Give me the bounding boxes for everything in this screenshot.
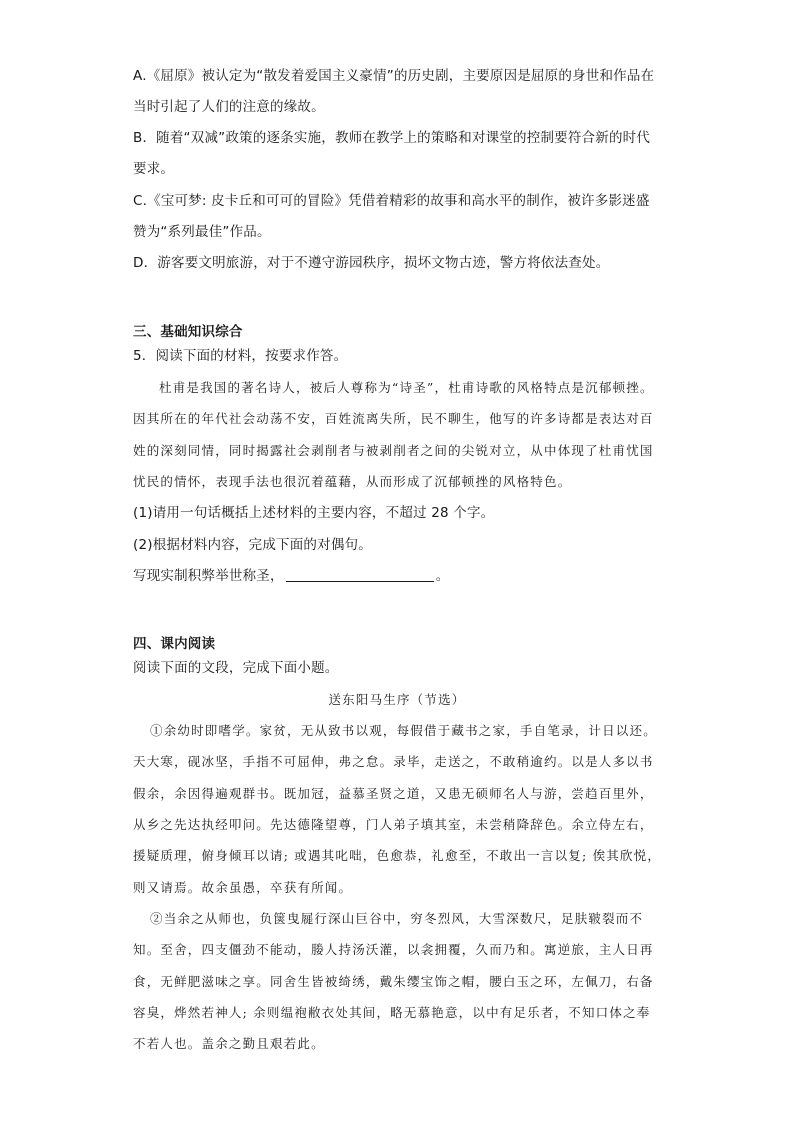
- para2-line-3: 食，无鲜肥滋味之享。同舍生皆被绮绣，戴朱缨宝饰之帽，腰白玉之环，左佩刀，右备: [133, 974, 654, 989]
- sub-question-2: (2)根据材料内容，完成下面的对偶句。: [133, 537, 372, 553]
- option-c-line-2: 赞为“系列最佳”作品。: [133, 224, 271, 240]
- para1-line-4: 从乡之先达执经叩问。先达德隆望尊，门人弟子填其室，未尝稍降辞色。余立侍左右，: [133, 817, 654, 832]
- para1-line-2: 天大寒，砚冰坚，手指不可屈伸，弗之怠。录毕，走送之，不敢稍逾约。以是人多以书: [133, 754, 654, 769]
- question-5-prompt: 5．阅读下面的材料，按要求作答。: [133, 348, 348, 364]
- para1-line-1: ①余幼时即嗜学。家贫，无从致书以观，每假借于藏书之家，手自笔录，计日以还。: [150, 723, 657, 738]
- passage-line-1: 杜甫是我国的著名诗人，被后人尊称为“诗圣”，杜甫诗歌的风格特点是沉郁顿挫。: [159, 380, 654, 395]
- para1-line-3: 假余，余因得遍观群书。既加冠，益慕圣贤之道，又患无硕师名人与游，尝趋百里外，: [133, 786, 654, 801]
- para1-line-5: 援疑质理，俯身倾耳以请; 或遇其叱咄，色愈恭，礼愈至，不敢出一言以复; 俟其欣悦，: [133, 848, 662, 863]
- answer-blank[interactable]: [286, 567, 434, 582]
- couplet-prefix: 写现实制积弊举世称圣，: [133, 568, 284, 584]
- passage-line-3: 姓的深刻同情，同时揭露社会剥削者与被剥削者之间的尖锐对立，从中体现了杜甫忧国: [133, 443, 654, 458]
- section-4-heading: 四、课内阅读: [133, 636, 216, 652]
- option-d-line-1: D．游客要文明旅游，对于不遵守游园秩序，损坏文物古迹，警方将依法查处。: [133, 255, 610, 271]
- option-a-line-2: 当时引起了人们的注意的缘故。: [133, 99, 325, 115]
- passage-line-2: 因其所在的年代社会动荡不安，百姓流离失所，民不聊生，他写的许多诗都是表达对百: [133, 411, 654, 426]
- section-3-heading: 三、基础知识综合: [133, 324, 243, 340]
- reading-instruction: 阅读下面的文段，完成下面小题。: [133, 660, 339, 676]
- para2-line-2: 知。至舍，四支僵劲不能动，媵人持汤沃灌，以衾拥覆，久而乃和。寓逆旅，主人日再: [133, 942, 654, 957]
- para2-line-1: ②当余之从师也，负箧曳屣行深山巨谷中，穷冬烈风，大雪深数尺，足肤皲裂而不: [150, 911, 644, 926]
- option-a-line-1: A.《屈原》被认定为“散发着爱国主义豪情”的历史剧，主要原因是屈原的身世和作品在: [133, 68, 655, 84]
- option-c-line-1: C.《宝可梦: 皮卡丘和可可的冒险》凭借着精彩的故事和高水平的制作，被许多影迷盛: [133, 193, 650, 209]
- option-b-line-1: B．随着“双减”政策的逐条实施，教师在教学上的策略和对课堂的控制要符合新的时代: [133, 130, 651, 146]
- para2-line-5: 不若人也。盖余之勤且艰若此。: [133, 1036, 325, 1051]
- option-b-line-2: 要求。: [133, 161, 175, 177]
- para2-line-4: 容臭，烨然若神人; 余则缊袍敝衣处其间，略无慕艳意，以中有足乐者，不知口体之奉: [133, 1005, 651, 1020]
- couplet-line: [133, 566, 449, 586]
- sub-question-1: (1)请用一句话概括上述材料的主要内容，不超过 28 个字。: [133, 505, 495, 521]
- couplet-suffix: 。: [435, 568, 450, 584]
- passage-line-4: 忧民的情怀，表现手法也很沉着蕴藉，从而形成了沉郁顿挫的风格特色。: [133, 474, 572, 489]
- passage-title: 送东阳马生序（节选）: [328, 692, 466, 707]
- para1-line-6: 则又请焉。故余虽愚，卒获有所闻。: [133, 880, 353, 895]
